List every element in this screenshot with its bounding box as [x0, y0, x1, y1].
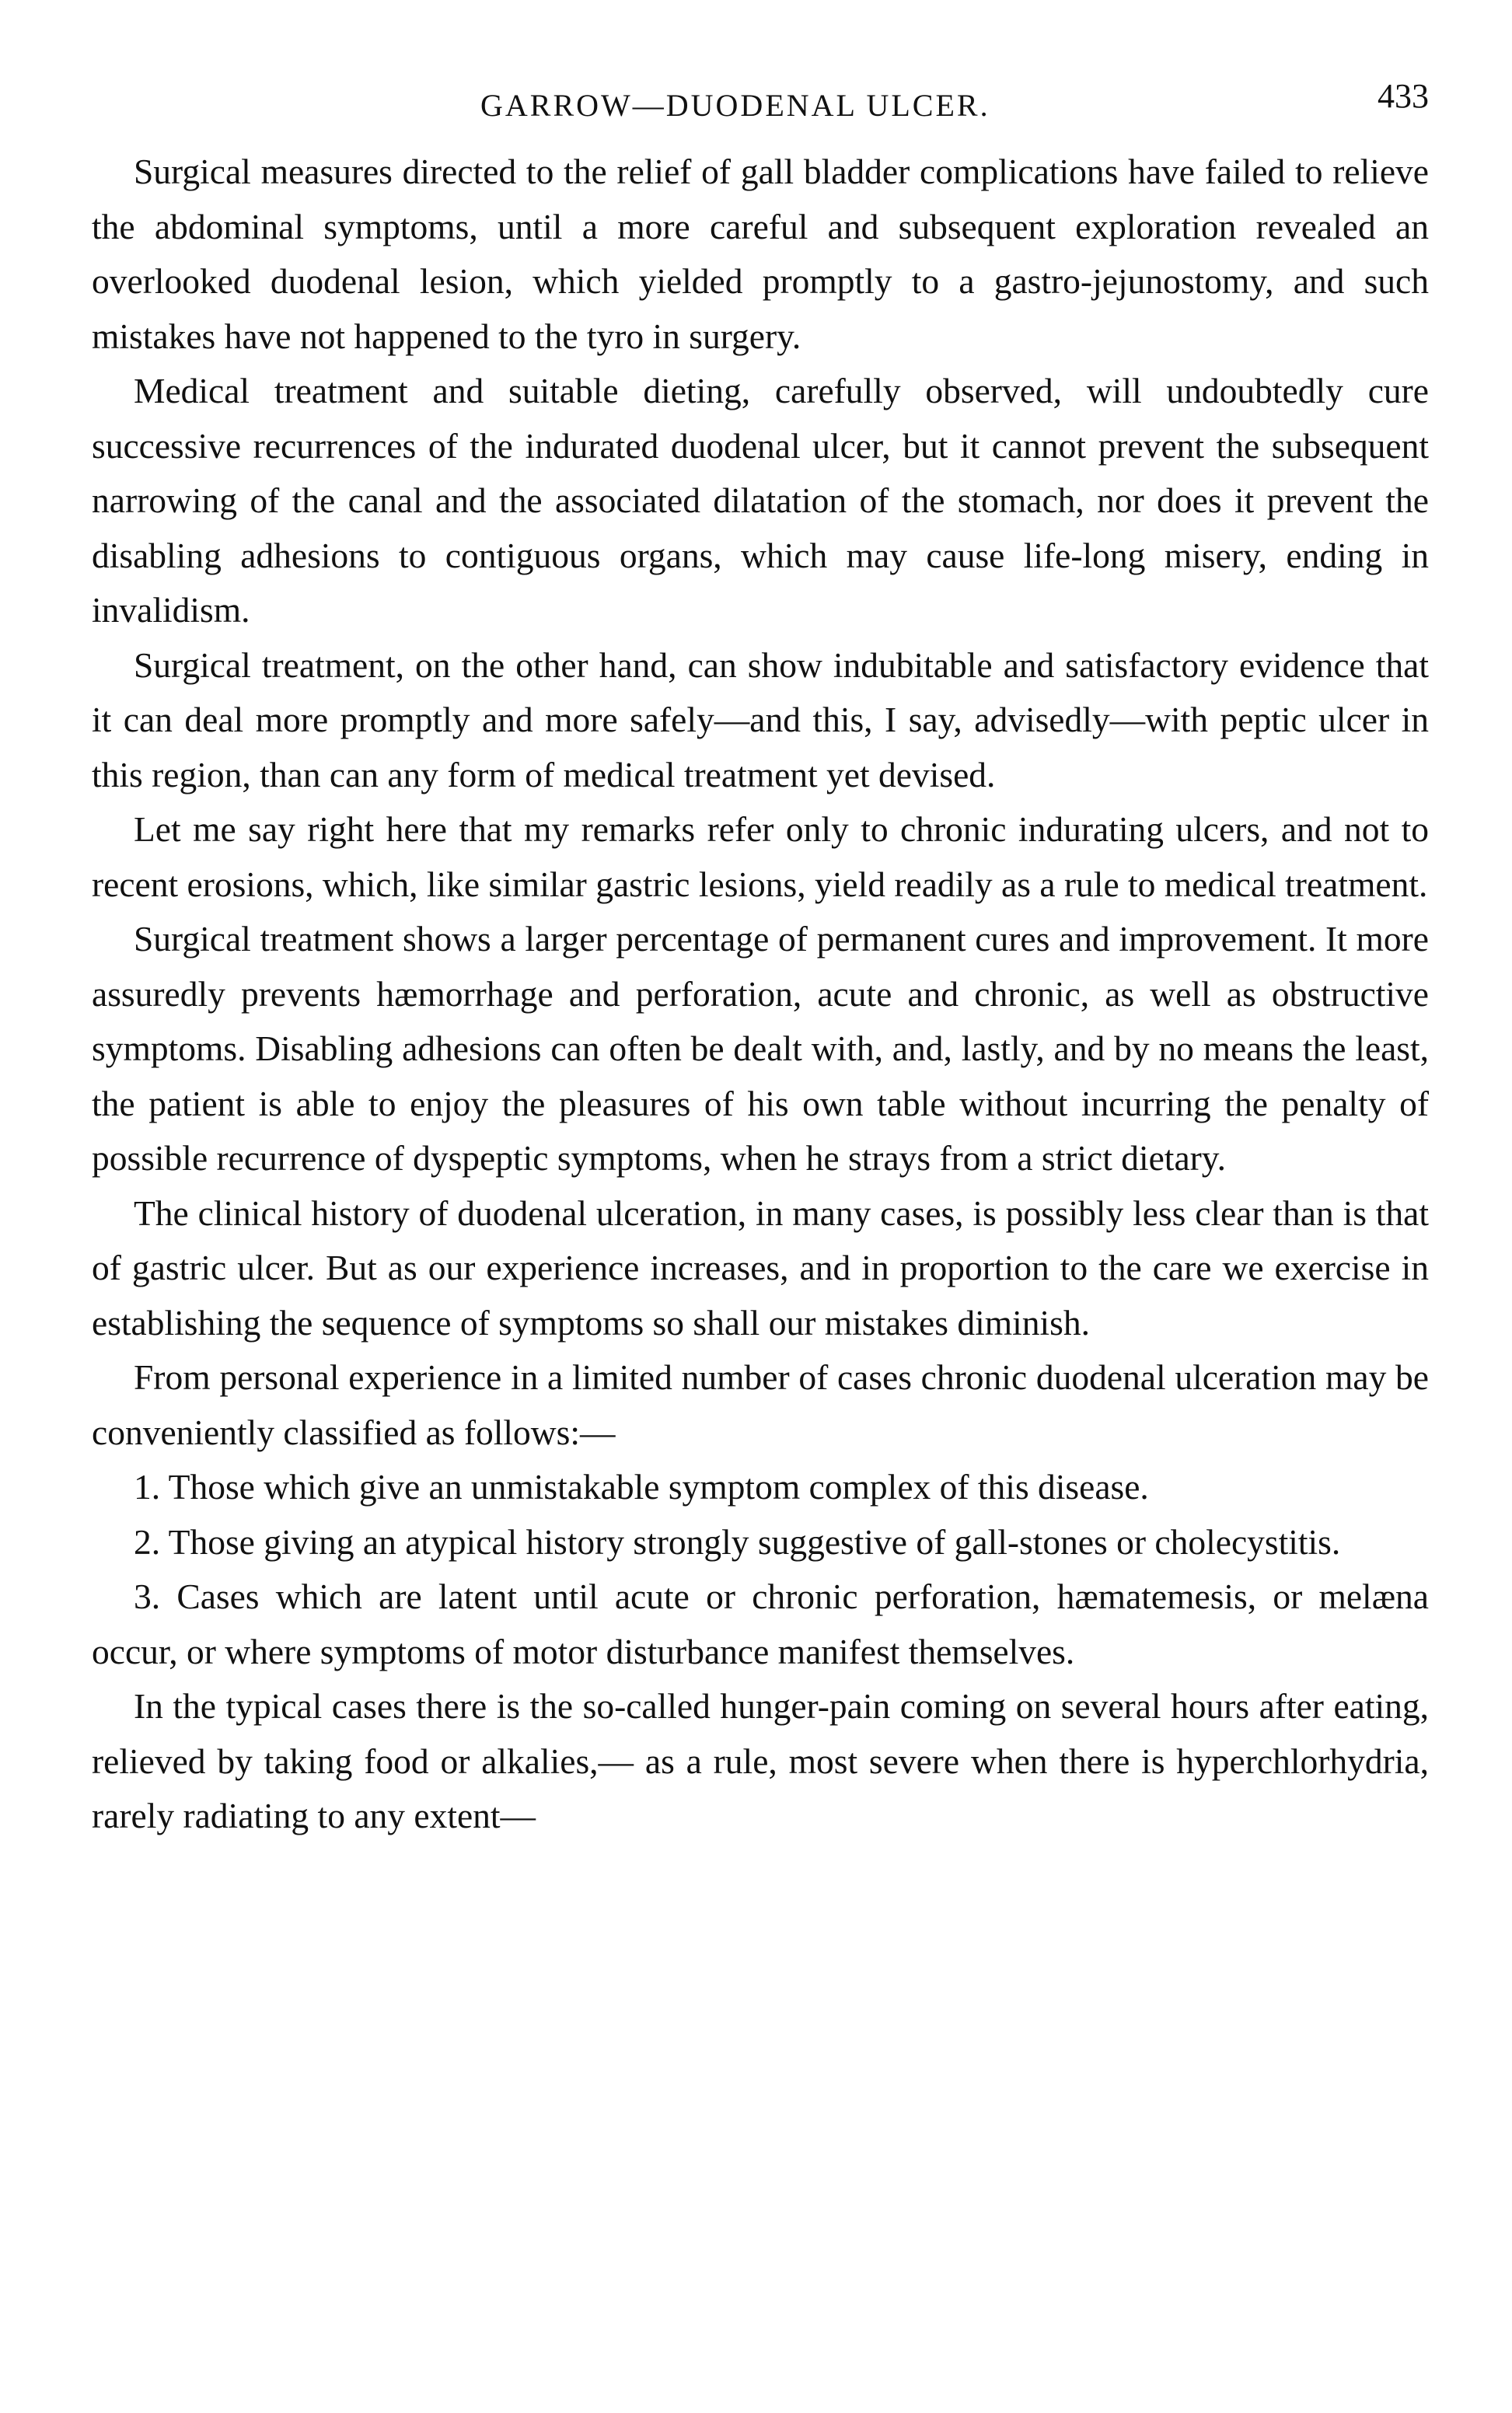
running-header	[92, 68, 1429, 131]
running-title: GARROW—DUODENAL ULCER.	[480, 88, 990, 123]
list-item-2: 2. Those giving an atypical history strongly suggestive of gall-stones or cholecystitis.	[134, 1521, 1341, 1562]
document-page	[92, 68, 1429, 1844]
paragraph-clinical-history: The clinical history of duodenal ulceration, in many cases, is possibly less clear than is that of gastric ulcer. But as our experience increases, and in proportion to the care we exercise in establishing the sequence of symptoms so shall our mistakes diminish.	[92, 1193, 1429, 1343]
list-item-3: 3. Cases which are latent until acute or chronic perforation, hæmatemesis, or melæna occur, or where symptoms of motor disturbance manifest themselves.	[92, 1577, 1429, 1671]
paragraph-surgical-measures: Surgical measures directed to the relief of gall bladder complications have failed to relieve the abdominal symptoms, until a more careful and subsequent exploration revealed an overlooked duodenal lesion, which yielded promptly to a gastro-jejunostomy, and such mistakes have not happened to the tyro in surgery.	[92, 152, 1429, 356]
list-item-1: 1. Those which give an unmistakable symptom complex of this disease.	[134, 1467, 1149, 1507]
paragraph-permanent-cures: Surgical treatment shows a larger percentage of permanent cures and improvement. It more assuredly prevents hæmorrhage and perforation, acute and chronic, as well as obstructive symptoms. Disabling adhesions can often be dealt with, and, lastly, and by no means the least, the patient is able to enjoy the pleasures of his own table without incurring the penalty of possible recurrence of dyspeptic symptoms, when he strays from a strict dietary.	[92, 919, 1429, 1178]
paragraph-surgical-treatment-evidence: Surgical treatment, on the other hand, can show indubitable and satisfactory evidence that it can deal more promptly and more safely—and this, I say, advisedly—with peptic ulcer in this region, than can any form of medical treatment yet devised.	[92, 644, 1429, 794]
paragraph-typical-cases: In the typical cases there is the so-called hunger-pain coming on several hours after eating, relieved by taking food or alkalies,— as a rule, most severe when there is hyperchlorhydria, rarely radiating to any extent—	[92, 1686, 1429, 1835]
paragraph-classification-intro: From personal experience in a limited number of cases chronic duodenal ulceration may be conveniently classified as follows:—	[92, 1357, 1429, 1452]
paragraph-medical-treatment: Medical treatment and suitable dieting, carefully observed, will undoubtedly cure successive recurrences of the indurated duodenal ulcer, but it cannot prevent the subsequent narrowing of the canal and the associated dilatation of the stomach, nor does it prevent the disabling adhesions to contiguous organs, which may cause life-long misery, ending in invalidism.	[92, 371, 1429, 630]
paragraph-chronic-ulcers: Let me say right here that my remarks refer only to chronic indurating ulcers, and not to recent erosions, which, like similar gastric lesions, yield readily as a rule to medical treatment.	[92, 809, 1429, 904]
page-number: 433	[1378, 77, 1429, 115]
